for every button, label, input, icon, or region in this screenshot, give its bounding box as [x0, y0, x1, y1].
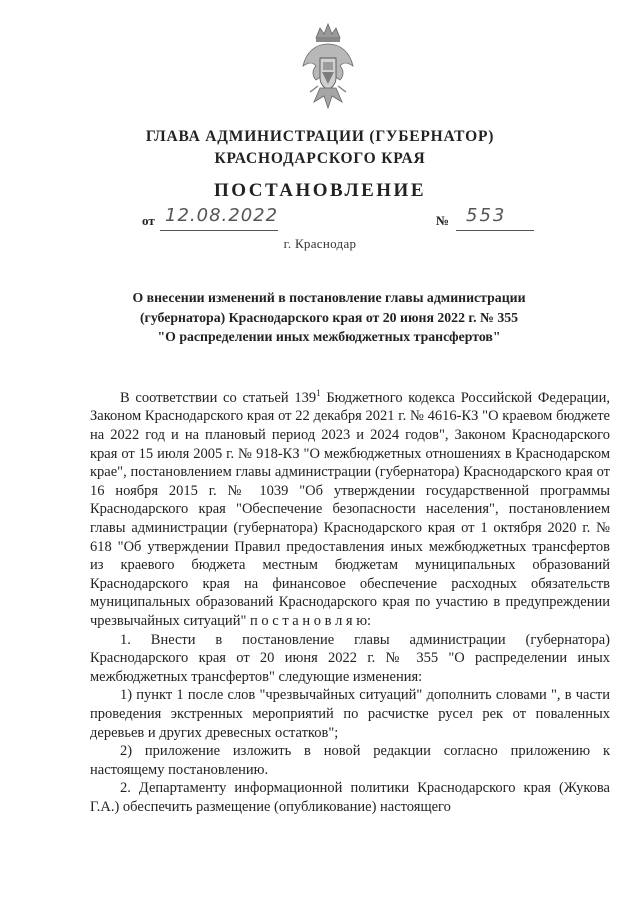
issuing-authority-line1: ГЛАВА АДМИНИСТРАЦИИ (ГУБЕРНАТОР): [145, 128, 495, 145]
document-heading: [120, 288, 538, 347]
heading-line1: О внесении изменений в постановление главы администрации: [132, 290, 526, 305]
item-1-subitem-2: 2) приложение изложить в новой редакции согласно приложению к настоящему постановлению.: [90, 743, 610, 778]
document-body: [90, 384, 610, 816]
preamble-paragraph: В соответствии со статьей $139^1$ Бюджетного кодекса Российской Федерации, Законом Краснодарского края от 22 декабря 2021 г. № 4616-КЗ "О краевом бюджете на 2022 год и на плановый период 2023 и 2024 годов", Законом Краснодарского края от 15 июля 2005 г. № 918-КЗ "О межбюджетных отношениях в Краснодарском крае", постановлением главы администрации (губернатора) Краснодарского края от 16 ноября 2015 г. № 1039 "Об утверждении государственной программы Краснодарского края "Обеспечение безопасности населения", постановлением главы администрации (губернатора) Краснодарского края от 1 октября 2020 г. № 618 "Об утверждении Правил предоставления иных межбюджетных трансфертов из краевого бюджета местным бюджетам муниципальных образований Краснодарского края на финансовое обеспечение расходных обязательств муниципальных образований Краснодарского края по участию в предупреждении чрезвычайных ситуаций" п о с т а н о в л я ю:: [90, 388, 610, 629]
item-1-subitem-1: 1) пункт 1 после слов "чрезвычайных ситуаций" дополнить словами ", в части проведения экстренных мероприятий по расчистке русел рек от поваленных деревьев и других древесных остатков";: [90, 687, 610, 741]
item-2-paragraph: 2. Департаменту информационной политики Краснодарского края (Жукова Г.А.) обеспечить размещение (опубликование) настоящего: [90, 780, 610, 815]
number-underline: [456, 230, 534, 231]
item-1-paragraph: 1. Внести в постановление главы администрации (губернатора) Краснодарского края от 20 июня 2022 г. № 355 "О распределении иных межбюджетных трансфертов" следующие изменения:: [90, 631, 610, 685]
article-superscript: 1: [316, 388, 321, 398]
coat-of-arms-emblem: [300, 22, 356, 114]
document-type-title: ПОСТАНОВЛЕНИЕ: [213, 180, 427, 201]
decree-word: п о с т а н о в л я ю:: [250, 612, 372, 629]
heading-line2: (губернатора) Краснодарского края от 20 июня 2022 г. № 355: [139, 309, 519, 325]
document-date: 12.08.2022: [165, 205, 279, 226]
issuing-authority-line2: КРАСНОДАРСКОГО КРАЯ: [214, 150, 426, 167]
document-number: 553: [466, 205, 507, 226]
heading-line3: "О распределении иных межбюджетных трансфертов": [157, 329, 501, 344]
date-underline: [160, 230, 278, 231]
date-label: от: [142, 213, 155, 228]
city-name: г. Краснодар: [283, 236, 357, 251]
number-label: №: [436, 213, 450, 228]
